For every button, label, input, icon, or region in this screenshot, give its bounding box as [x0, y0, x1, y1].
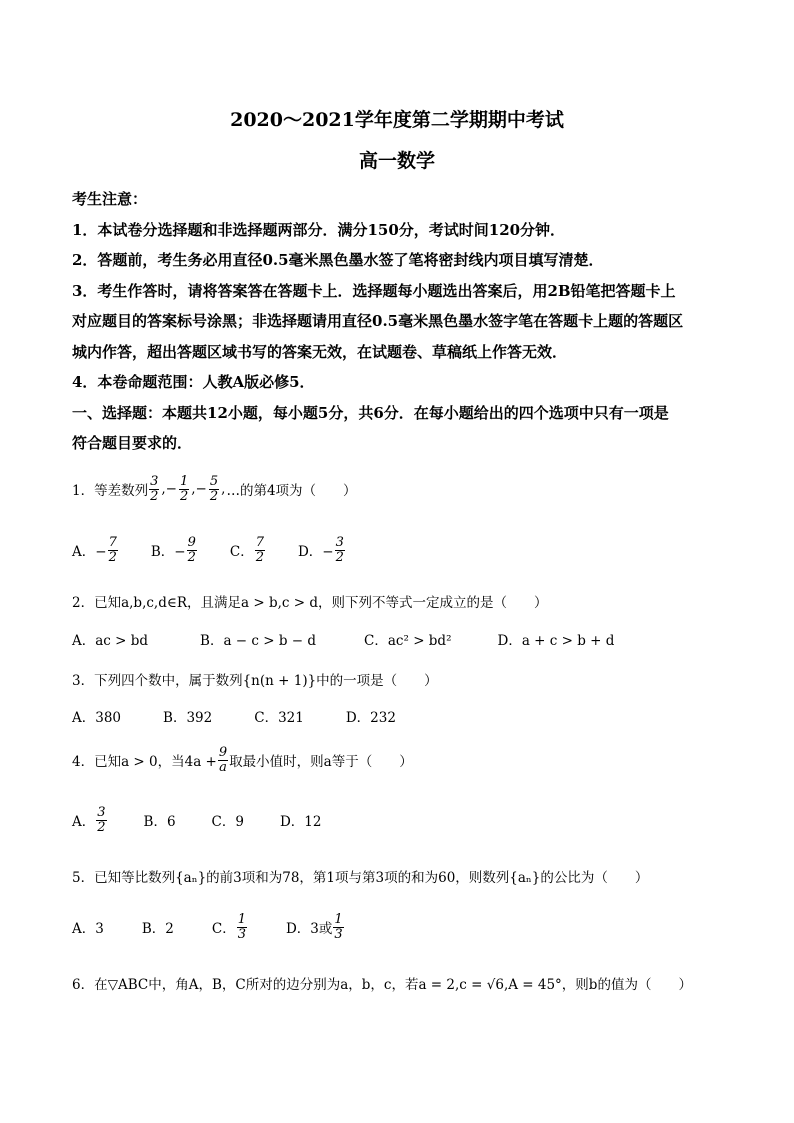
exam-subject: 高一数学	[358, 150, 435, 172]
q4-option-a: A． $\frac{3}{2}$	[72, 805, 106, 835]
q3-option-c: C．321	[254, 710, 304, 726]
q2-option-a: A．ac > bd	[72, 633, 149, 649]
q4-option-b: B．6	[143, 814, 176, 831]
note-3-line-2: 对应题目的答案标号涂黑；非选择题请用直径0.5毫米黑色墨水签字笔在答题卡上题的答题区	[72, 312, 684, 330]
q1-option-d: D．− $\frac{3}{2}$	[297, 535, 344, 565]
note-4: 4．本卷命题范围：人教A版必修5．	[72, 373, 315, 391]
question-4-options	[72, 806, 343, 834]
section-heading-line-1: 一、选择题：本题共12小题，每小题5分，共6分．在每小题给出的四个选项中只有一项是	[72, 403, 669, 422]
q1-option-c: C． $\frac{7}{2}$	[229, 535, 264, 565]
question-2-options	[72, 629, 636, 649]
q4-option-c: C．9	[211, 814, 244, 831]
question-3-options	[72, 706, 418, 726]
question-5-options	[72, 913, 367, 941]
exam-notes	[72, 184, 724, 459]
notes-heading: 考生注意：	[72, 190, 148, 208]
q5-option-c: C． $\frac{1}{3}$	[211, 912, 246, 942]
q3-option-d: D．232	[345, 710, 396, 726]
q5-option-a: A．3	[72, 921, 104, 938]
q2-option-d: D．a + c > b + d	[497, 633, 615, 649]
fraction-5-2: $\frac{5}{2}$	[209, 474, 219, 504]
q4-prefix: 4．已知a > 0，当4a +	[72, 754, 217, 771]
q5-option-b: B．2	[141, 921, 174, 938]
question-1: 1．等差数列 $\frac{3}{2}$ ,− $\frac{1}{2}$ ,− $\frac{5}{2}$ , …的第4项为（ ）	[72, 474, 357, 504]
q1-option-a: A．− $\frac{7}{2}$	[72, 535, 117, 565]
q2-option-b: B．a − c > b − d	[200, 633, 317, 649]
exam-title: 2020～2021学年度第二学期期中考试	[230, 109, 564, 131]
question-5: 5．已知等比数列{aₙ}的前3项和为78，第1项与第3项的和为60，则数列{aₙ}的公比为（ ）	[72, 870, 649, 886]
q5-option-d: D．3或 $\frac{1}{3}$	[285, 912, 343, 942]
question-4	[72, 746, 413, 774]
note-3-line-3: 城内作答，超出答题区域书写的答案无效，在试题卷、草稿纸上作答无效．	[72, 342, 568, 361]
fraction-3-2: $\frac{3}{2}$	[150, 474, 159, 504]
q4-option-d: D．12	[279, 814, 322, 831]
fraction-9-a: $\frac{9}{a}$	[218, 745, 228, 775]
q3-option-b: B．392	[163, 710, 213, 726]
note-1: 1．本试卷分选择题和非选择题两部分．满分150分，考试时间120分钟．	[72, 220, 566, 239]
question-3: 3．下列四个数中，属于数列{n(n + 1)}中的一项是（ ）	[72, 673, 438, 689]
q3-option-a: A．380	[72, 710, 122, 726]
note-3-line-1: 3．考生作答时，请将答案答在答题卡上．选择题每小题选出答案后，用2B铅笔把答题卡上	[72, 281, 676, 300]
section-heading-line-2: 符合题目要求的．	[72, 434, 193, 452]
fraction-1-2: $\frac{1}{2}$	[179, 474, 189, 504]
q1-prefix: 1．等差数列	[72, 483, 149, 500]
question-2: 2．已知a,b,c,d∈R，且满足a > b,c > d，则下列不等式一定成立的是（ ）	[72, 595, 548, 611]
question-1-options	[72, 536, 368, 564]
note-2: 2．答题前，考生务必用直径0.5毫米黑色墨水签了笔将密封线内项目填写清楚．	[72, 251, 604, 269]
q2-option-c: C．ac² > bd²	[364, 633, 452, 649]
q1-option-b: B．− $\frac{9}{2}$	[150, 535, 196, 565]
q1-suffix: …的第4项为（ ）	[226, 483, 357, 500]
q4-suffix: 取最小值时，则a等于（ ）	[229, 754, 413, 771]
question-6: 6．在▽ABC中，角A，B，C所对的边分别为a，b，c，若a = 2,c = √6,A = 45°，则b的值为（ ）	[72, 977, 692, 993]
